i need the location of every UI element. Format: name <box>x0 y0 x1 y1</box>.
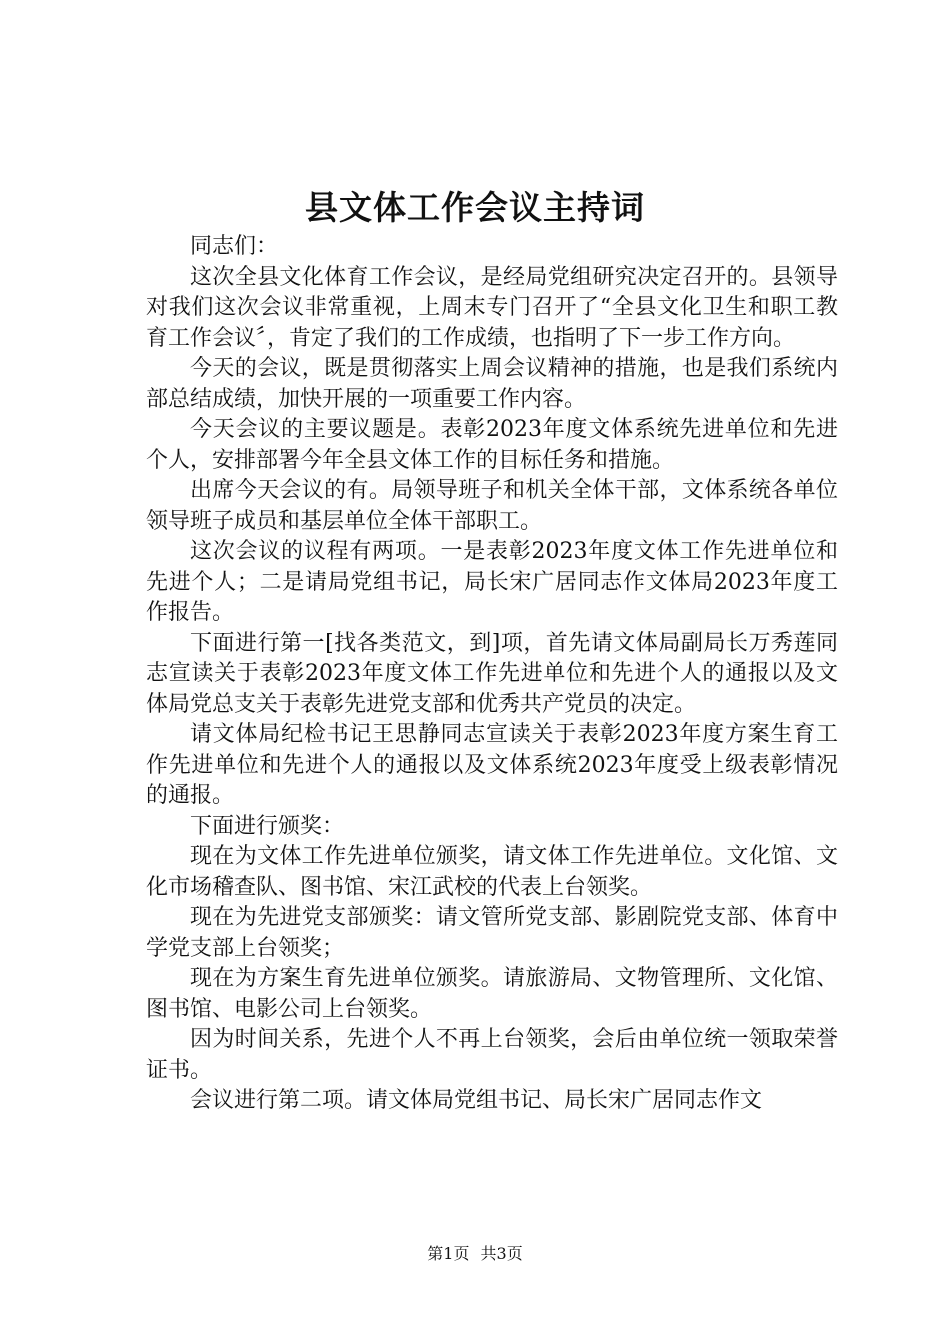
paragraph: 这次全县文化体育工作会议，是经局党组研究决定召开的。县领导对我们这次会议非常重视，上周末专门召开了“全县文化卫生和职工教育工作会议〞，肯定了我们的工作成绩，也指明了下一步工作方向。 <box>146 264 838 351</box>
paragraph: 下面进行颁奖： <box>190 813 345 839</box>
paragraph: 今天会议的主要议题是。表彰2023年度文体系统先进单位和先进个人，安排部署今年全县文体工作的目标任务和措施。 <box>146 417 838 473</box>
paragraph: 下面进行第一[找各类范文，到]项，首先请文体局副局长万秀莲同志宣读关于表彰2023年度文体工作先进单位和先进个人的通报以及文体局党总支关于表彰先进党支部和优秀共产党员的决定。 <box>146 630 838 717</box>
page-footer <box>0 1244 950 1264</box>
page-total: 共3页 <box>480 1244 523 1263</box>
paragraph: 因为时间关系，先进个人不再上台领奖，会后由单位统一领取荣誉证书。 <box>146 1027 838 1083</box>
document-title: 县文体工作会议主持词 <box>305 188 645 227</box>
paragraph: 现在为文体工作先进单位颁奖，请文体工作先进单位。文化馆、文化市场稽查队、图书馆、宋江武校的代表上台领奖。 <box>146 844 838 900</box>
paragraph: 会议进行第二项。请文体局党组书记、局长宋广居同志作文 <box>190 1088 763 1113</box>
paragraph: 现在为先进党支部颁奖：请文管所党支部、影剧院党支部、体育中学党支部上台领奖； <box>146 905 838 961</box>
paragraph: 请文体局纪检书记王思静同志宣读关于表彰2023年度方案生育工作先进单位和先进个人的通报以及文体系统2023年度受上级表彰情况的通报。 <box>146 722 838 808</box>
paragraph: 现在为方案生育先进单位颁奖。请旅游局、文物管理所、文化馆、图书馆、电影公司上台领奖。 <box>146 966 838 1022</box>
paragraph: 出席今天会议的有。局领导班子和机关全体干部，文体系统各单位领导班子成员和基层单位全体干部职工。 <box>146 478 838 534</box>
document-body <box>146 232 838 1117</box>
page-number: 第1页 <box>427 1244 470 1263</box>
paragraph: 这次会议的议程有两项。一是表彰2023年度文体工作先进单位和先进个人；二是请局党组书记，局长宋广居同志作文体局2023年度工作报告。 <box>146 539 838 625</box>
paragraph-salutation: 同志们： <box>190 234 279 259</box>
paragraph: 今天的会议，既是贯彻落实上周会议精神的措施，也是我们系统内部总结成绩，加快开展的一项重要工作内容。 <box>146 356 838 412</box>
